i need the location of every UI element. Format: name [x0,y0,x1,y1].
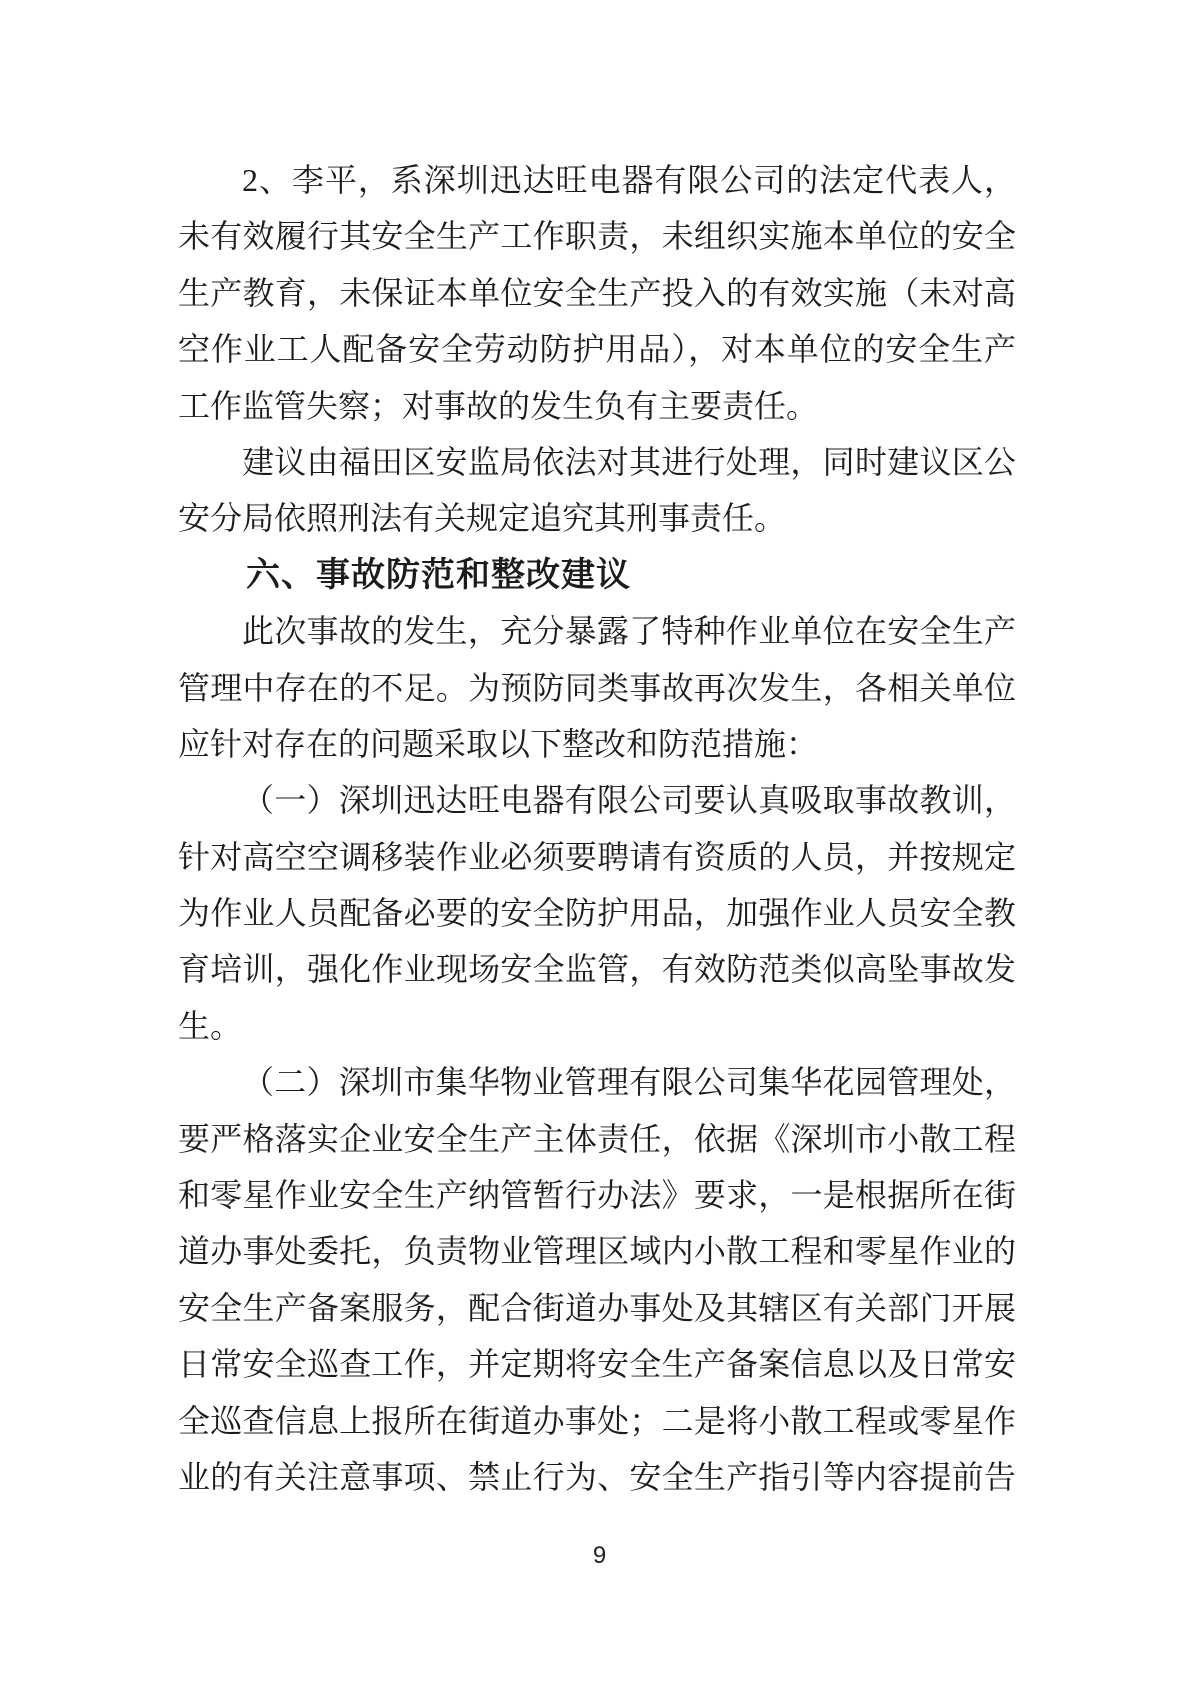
paragraph-line: 道办事处委托，负责物业管理区域内小散工程和零星作业的 [178,1233,1016,1270]
paragraph-line: 育培训，强化作业现场安全监管，有效防范类似高坠事故发 [178,951,1016,988]
paragraph-line: 未有效履行其安全生产工作职责，未组织实施本单位的安全 [178,218,1016,255]
paragraph-line: 安分局依照刑法有关规定追究其刑事责任。 [178,500,787,537]
document-body [178,152,1016,1505]
paragraph-line: 管理中存在的不足。为预防同类事故再次发生，各相关单位 [178,669,1016,706]
paragraph-line: 业的有关注意事项、禁止行为、安全生产指引等内容提前告 [178,1458,1016,1495]
paragraph-line: 安全生产备案服务，配合街道办事处及其辖区有关部门开展 [178,1289,1016,1326]
paragraph-line: 应针对存在的问题采取以下整改和防范措施： [178,725,819,762]
paragraph-line: 2、李平，系深圳迅达旺电器有限公司的法定代表人， [242,162,1016,198]
section-heading: 六、事故防范和整改建议 [246,555,631,594]
page-number: 9 [592,1542,607,1569]
paragraph-line: 和零星作业安全生产纳管暂行办法》要求，一是根据所在街 [178,1177,1016,1214]
paragraph-line: 为作业人员配备必要的安全防护用品，加强作业人员安全教 [178,895,1016,932]
paragraph-line: 此次事故的发生，充分暴露了特种作业单位在安全生产 [242,613,1016,650]
paragraph-line: 日常安全巡查工作，并定期将安全生产备案信息以及日常安 [178,1346,1016,1383]
paragraph-line: 全巡查信息上报所在街道办事处；二是将小散工程或零星作 [178,1402,1016,1439]
paragraph-line: 空作业工人配备安全劳动防护用品），对本单位的安全生产 [178,331,1016,368]
paragraph-line: 建议由福田区安监局依法对其进行处理，同时建议区公 [242,443,1016,480]
paragraph-line: （一）深圳迅达旺电器有限公司要认真吸取事故教训， [242,782,1016,819]
paragraph-line: （二）深圳市集华物业管理有限公司集华花园管理处， [242,1064,1016,1101]
paragraph-line: 生。 [178,1007,243,1044]
paragraph-line: 工作监管失察；对事故的发生负有主要责任。 [178,387,819,424]
paragraph-line: 针对高空空调移装作业必须要聘请有资质的人员，并按规定 [178,838,1016,875]
paragraph-line: 要严格落实企业安全生产主体责任，依据《深圳市小散工程 [178,1120,1016,1157]
paragraph-line: 生产教育，未保证本单位安全生产投入的有效实施（未对高 [178,274,1016,311]
